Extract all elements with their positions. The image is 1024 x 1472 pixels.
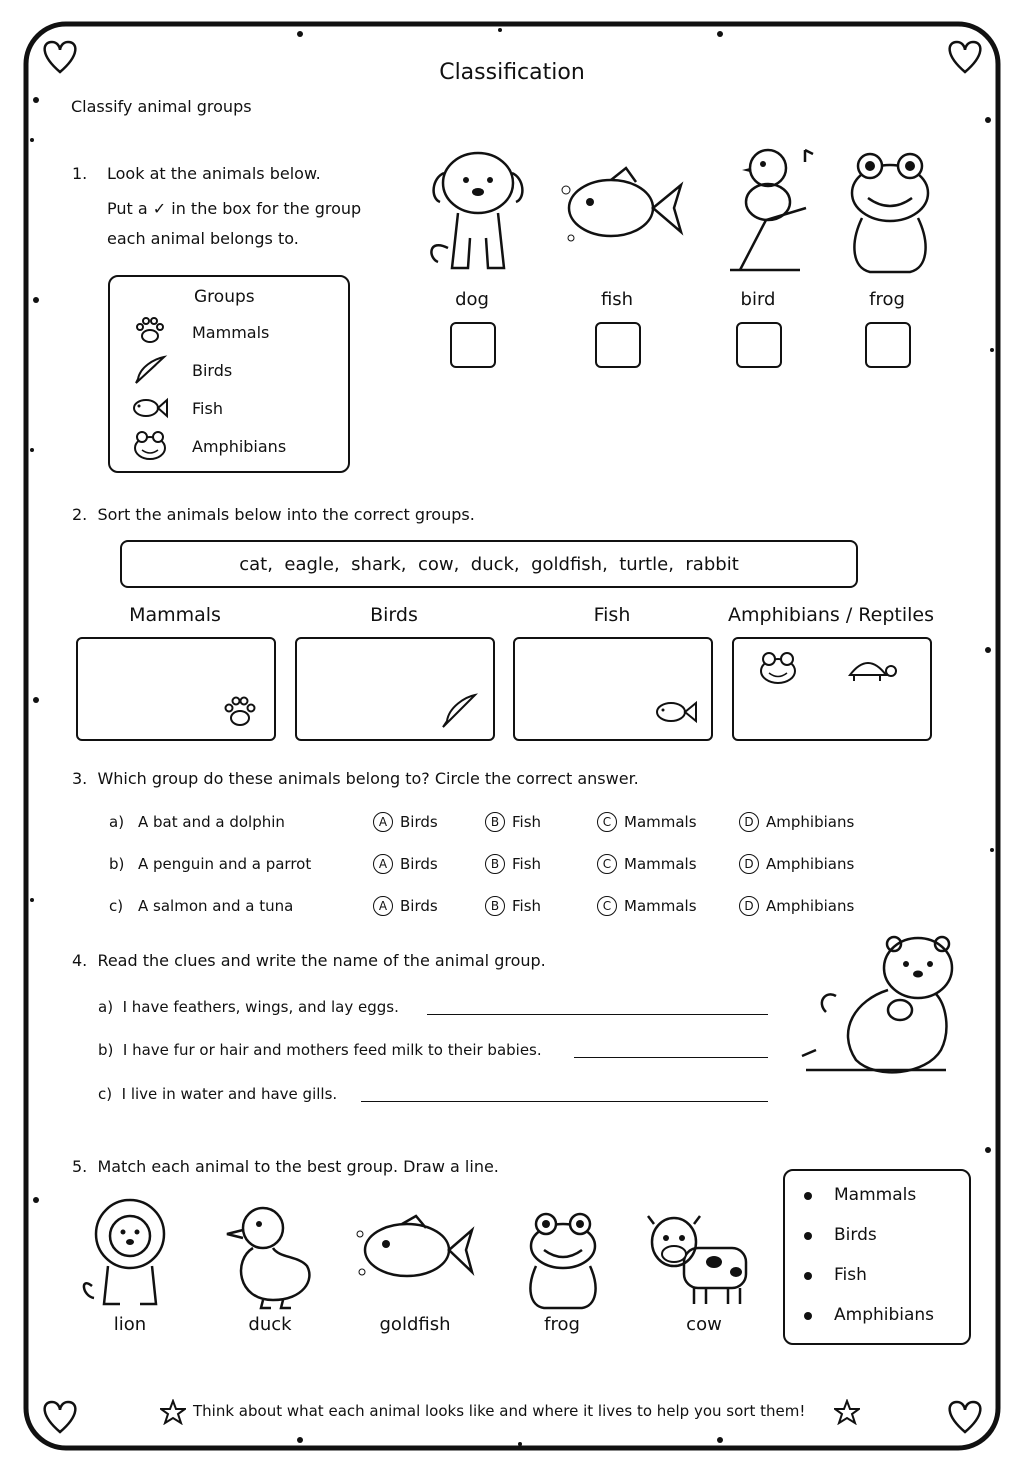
group-head-fish: Fish bbox=[593, 604, 631, 626]
q3a-text: A bat and a dolphin bbox=[138, 813, 285, 831]
frog-image bbox=[840, 148, 940, 278]
q3a-option-b[interactable]: B Fish bbox=[485, 812, 541, 832]
q2-prompt: 2. Sort the animals below into the correct groups. bbox=[72, 505, 475, 524]
q4-answer-line-a[interactable] bbox=[427, 1014, 768, 1015]
match-group-mammals: Mammals bbox=[834, 1185, 917, 1205]
goldfish-image bbox=[352, 1212, 476, 1292]
match-dot-mammals[interactable] bbox=[804, 1192, 812, 1200]
match-animal-cow: cow bbox=[686, 1314, 722, 1335]
turtle-icon bbox=[844, 653, 898, 685]
frog-icon bbox=[756, 649, 800, 685]
q1-line3: each animal belongs to. bbox=[107, 229, 299, 248]
q3c-letter: c) bbox=[109, 897, 124, 915]
q4-clue-c: c) I live in water and have gills. bbox=[98, 1085, 338, 1103]
frog-image bbox=[518, 1212, 608, 1312]
q4-prompt: 4. Read the clues and write the name of the animal group. bbox=[72, 951, 546, 970]
q3b-option-c[interactable]: C Mammals bbox=[597, 854, 697, 874]
q3b-option-b[interactable]: B Fish bbox=[485, 854, 541, 874]
q4-clue-b: b) I have fur or hair and mothers feed milk to their babies. bbox=[98, 1041, 542, 1059]
match-dot-amphibians[interactable] bbox=[804, 1312, 812, 1320]
match-dot-fish[interactable] bbox=[804, 1272, 812, 1280]
page-title: Classification bbox=[439, 60, 585, 85]
dog-image bbox=[418, 138, 538, 278]
match-group-fish: Fish bbox=[834, 1265, 867, 1285]
q3a-letter: a) bbox=[109, 813, 125, 831]
q3b-option-a[interactable]: A Birds bbox=[373, 854, 438, 874]
checkbox-fish[interactable] bbox=[595, 322, 641, 368]
legend-amphibians: Amphibians bbox=[192, 437, 287, 456]
sort-box-birds[interactable] bbox=[295, 637, 495, 741]
paw-icon bbox=[220, 695, 260, 729]
legend-mammals: Mammals bbox=[192, 323, 270, 342]
paw-icon bbox=[130, 315, 170, 347]
checkbox-dog[interactable] bbox=[450, 322, 496, 368]
q3a-option-a[interactable]: A Birds bbox=[373, 812, 438, 832]
q3b-letter: b) bbox=[109, 855, 125, 873]
match-animal-duck: duck bbox=[248, 1314, 292, 1335]
q4-answer-line-c[interactable] bbox=[361, 1101, 768, 1102]
q3-prompt: 3. Which group do these animals belong to? Circle the correct answer. bbox=[72, 769, 639, 788]
checkbox-frog[interactable] bbox=[865, 322, 911, 368]
word-bank: cat, eagle, shark, cow, duck, goldfish, turtle, rabbit bbox=[120, 540, 858, 588]
q3b-text: A penguin and a parrot bbox=[138, 855, 312, 873]
legend-birds: Birds bbox=[192, 361, 233, 380]
animal-label-fish: fish bbox=[600, 289, 634, 310]
bird-image bbox=[710, 140, 820, 275]
duck-image bbox=[223, 1200, 323, 1310]
otter-image bbox=[796, 930, 966, 1090]
animal-label-dog: dog bbox=[455, 289, 489, 310]
sort-box-amphibians-reptiles[interactable] bbox=[732, 637, 932, 741]
animal-label-bird: bird bbox=[740, 289, 776, 310]
match-group-amphibians: Amphibians bbox=[834, 1305, 935, 1325]
footer-tip: Think about what each animal looks like and where it lives to help you sort them! bbox=[193, 1402, 806, 1420]
q4-answer-line-b[interactable] bbox=[574, 1057, 768, 1058]
frog-icon bbox=[130, 428, 170, 462]
match-animal-frog: frog bbox=[544, 1314, 580, 1335]
q3a-option-d[interactable]: D Amphibians bbox=[739, 812, 854, 832]
legend-title: Groups bbox=[194, 287, 255, 307]
star-icon bbox=[834, 1399, 860, 1425]
q3c-option-d[interactable]: D Amphibians bbox=[739, 896, 854, 916]
q1-line2: Put a ✓ in the box for the group bbox=[107, 199, 362, 218]
sort-box-mammals[interactable] bbox=[76, 637, 276, 741]
match-group-birds: Birds bbox=[834, 1225, 877, 1245]
q3c-option-a[interactable]: A Birds bbox=[373, 896, 438, 916]
q1-number: 1. bbox=[72, 164, 88, 183]
q4-clue-a: a) I have feathers, wings, and lay eggs. bbox=[98, 998, 399, 1016]
heart-icon bbox=[45, 1402, 76, 1432]
group-head-birds: Birds bbox=[370, 604, 418, 626]
match-animal-goldfish: goldfish bbox=[379, 1314, 451, 1335]
animal-label-frog: frog bbox=[869, 289, 905, 310]
page-subtitle: Classify animal groups bbox=[71, 97, 252, 116]
sort-box-fish[interactable] bbox=[513, 637, 713, 741]
q3c-option-c[interactable]: C Mammals bbox=[597, 896, 697, 916]
lion-image bbox=[80, 1196, 180, 1311]
q1-line1: Look at the animals below. bbox=[107, 164, 321, 183]
q3a-option-c[interactable]: C Mammals bbox=[597, 812, 697, 832]
checkbox-bird[interactable] bbox=[736, 322, 782, 368]
match-dot-birds[interactable] bbox=[804, 1232, 812, 1240]
q3b-option-d[interactable]: D Amphibians bbox=[739, 854, 854, 874]
q5-prompt: 5. Match each animal to the best group. Draw a line. bbox=[72, 1157, 499, 1176]
legend-fish: Fish bbox=[192, 399, 223, 418]
cow-image bbox=[644, 1210, 754, 1310]
star-icon bbox=[160, 1399, 186, 1425]
q3c-text: A salmon and a tuna bbox=[138, 897, 294, 915]
fish-icon bbox=[653, 697, 699, 727]
group-head-mammals: Mammals bbox=[129, 604, 221, 626]
feather-icon bbox=[130, 353, 170, 387]
q3c-option-b[interactable]: B Fish bbox=[485, 896, 541, 916]
feather-icon bbox=[439, 691, 479, 731]
fish-icon bbox=[130, 394, 170, 422]
group-head-amphibians-reptiles: Amphibians / Reptiles bbox=[728, 604, 934, 626]
fish-image bbox=[556, 160, 686, 260]
heart-icon bbox=[950, 1402, 981, 1432]
match-animal-lion: lion bbox=[113, 1314, 147, 1335]
